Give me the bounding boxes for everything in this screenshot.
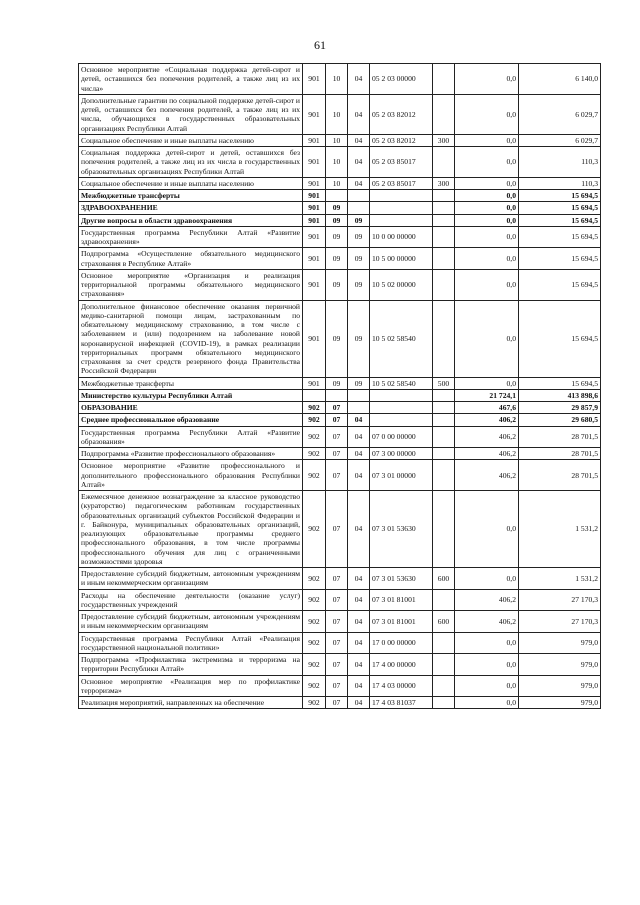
ministry-code: 902 [303,414,326,426]
target-article-code: 07 3 01 81001 [370,589,433,611]
target-article-code [370,202,433,214]
section-code: 07 [326,568,348,590]
table-body [79,64,601,709]
amount-total: 28 701,5 [519,448,601,460]
expense-type-code [433,402,455,414]
section-code [326,190,348,202]
table-row [79,134,601,146]
amount-change: 0,0 [455,202,519,214]
ministry-code: 901 [303,248,326,270]
expense-type-code: 500 [433,377,455,389]
ministry-code: 901 [303,377,326,389]
ministry-code: 902 [303,402,326,414]
table-row [79,94,601,134]
subsection-code [348,190,370,202]
subsection-code: 09 [348,248,370,270]
amount-total: 15 694,5 [519,248,601,270]
ministry-code: 902 [303,632,326,654]
subsection-code [348,402,370,414]
amount-total: 6 029,7 [519,94,601,134]
subsection-code: 04 [348,147,370,178]
target-article-code: 07 3 01 00000 [370,460,433,491]
target-article-code: 17 4 03 00000 [370,675,433,697]
target-article-code: 10 0 00 00000 [370,226,433,248]
subsection-code: 09 [348,269,370,300]
amount-total: 110,3 [519,177,601,189]
amount-change: 0,0 [455,214,519,226]
amount-change: 406,2 [455,611,519,633]
item-name: Государственная программа Республики Алтай «Развитие образования» [79,426,303,448]
table-row [79,377,601,389]
expense-type-code [433,214,455,226]
item-name: Подпрограмма «Осуществление обязательного медицинского страхования в Республике Алтай» [79,248,303,270]
amount-change: 406,2 [455,414,519,426]
item-name: Другие вопросы в области здравоохранения [79,214,303,226]
ministry-code: 901 [303,300,326,377]
table-row [79,414,601,426]
expense-type-code [433,226,455,248]
item-name: ЗДРАВООХРАНЕНИЕ [79,202,303,214]
ministry-code [303,389,326,401]
item-name: Расходы на обеспечение деятельности (оказание услуг) государственных учреждений [79,589,303,611]
section-code: 07 [326,460,348,491]
amount-total: 413 898,6 [519,389,601,401]
subsection-code: 09 [348,377,370,389]
target-article-code [370,389,433,401]
section-code: 07 [326,697,348,709]
subsection-code: 04 [348,177,370,189]
amount-change: 0,0 [455,147,519,178]
amount-change: 21 724,1 [455,389,519,401]
amount-change: 0,0 [455,94,519,134]
subsection-code: 04 [348,414,370,426]
ministry-code: 902 [303,589,326,611]
ministry-code: 901 [303,190,326,202]
subsection-code: 09 [348,214,370,226]
table-row [79,147,601,178]
item-name: Основное мероприятие «Организация и реализация территориальной программы обязательного медицинского страхования» [79,269,303,300]
amount-change: 0,0 [455,248,519,270]
section-code: 09 [326,377,348,389]
ministry-code: 901 [303,226,326,248]
table-row [79,426,601,448]
item-name: Министерство культуры Республики Алтай [79,389,303,401]
item-name: Предоставление субсидий бюджетным, автономным учреждениям и иным некоммерческим организациям [79,611,303,633]
table-row [79,300,601,377]
amount-change: 0,0 [455,632,519,654]
section-code: 09 [326,300,348,377]
table-row [79,248,601,270]
section-code: 10 [326,134,348,146]
expense-type-code [433,389,455,401]
section-code: 07 [326,402,348,414]
expense-type-code [433,460,455,491]
item-name: Дополнительные гарантии по социальной поддержке детей-сирот и детей, оставшихся без попечения родителей, а также лиц из их числа, обучающихся в государственных образовательных организациях Республики Алтай [79,94,303,134]
subsection-code: 04 [348,632,370,654]
section-code: 07 [326,426,348,448]
target-article-code [370,402,433,414]
target-article-code: 05 2 03 82012 [370,134,433,146]
amount-total: 27 170,3 [519,589,601,611]
expense-type-code [433,654,455,676]
amount-total: 29 680,5 [519,414,601,426]
target-article-code: 17 4 03 81037 [370,697,433,709]
table-row [79,190,601,202]
subsection-code: 04 [348,460,370,491]
item-name: Среднее профессиональное образование [79,414,303,426]
table-row [79,654,601,676]
expense-type-code [433,269,455,300]
item-name: Дополнительное финансовое обеспечение оказания первичной медико-санитарной помощи лицам, застрахованным по обязательному медицинскому страхованию, в том числе с заболеванием и (или) подозрением на заболевание новой коронавирусной инфекцией (COVID-19), в рамках реализации территориальных программ обязательного медицинского страхования за счет средств резервного фонда Правительства Российской Федерации [79,300,303,377]
table-row [79,402,601,414]
expense-type-code [433,414,455,426]
amount-total: 29 857,9 [519,402,601,414]
ministry-code: 902 [303,460,326,491]
table-row [79,448,601,460]
section-code: 09 [326,248,348,270]
target-article-code: 07 0 00 00000 [370,426,433,448]
amount-total: 15 694,5 [519,190,601,202]
item-name: Социальное обеспечение и иные выплаты населению [79,134,303,146]
subsection-code: 04 [348,134,370,146]
amount-change: 467,6 [455,402,519,414]
subsection-code: 04 [348,675,370,697]
amount-change: 0,0 [455,675,519,697]
section-code: 10 [326,64,348,95]
section-code [326,389,348,401]
ministry-code: 901 [303,64,326,95]
ministry-code: 902 [303,426,326,448]
expense-type-code: 300 [433,134,455,146]
ministry-code: 902 [303,611,326,633]
target-article-code: 07 3 01 81001 [370,611,433,633]
item-name: Межбюджетные трансферты [79,190,303,202]
target-article-code: 07 3 01 53630 [370,491,433,568]
table-row [79,632,601,654]
item-name: Социальное обеспечение и иные выплаты населению [79,177,303,189]
target-article-code [370,190,433,202]
section-code: 07 [326,589,348,611]
table-row [79,64,601,95]
item-name: Предоставление субсидий бюджетным, автономным учреждениям и иным некоммерческим организациям [79,568,303,590]
expense-type-code [433,675,455,697]
item-name: ОБРАЗОВАНИЕ [79,402,303,414]
amount-change: 0,0 [455,64,519,95]
subsection-code: 04 [348,64,370,95]
target-article-code: 10 5 00 00000 [370,248,433,270]
item-name: Подпрограмма «Профилактика экстремизма и терроризма на территории Республики Алтай» [79,654,303,676]
target-article-code: 05 2 03 82012 [370,94,433,134]
table-row [79,177,601,189]
budget-table [78,63,601,709]
table-row [79,214,601,226]
expense-type-code [433,190,455,202]
amount-change: 0,0 [455,190,519,202]
ministry-code: 901 [303,202,326,214]
subsection-code: 09 [348,226,370,248]
expense-type-code: 300 [433,177,455,189]
subsection-code: 04 [348,611,370,633]
ministry-code: 902 [303,568,326,590]
section-code: 07 [326,491,348,568]
amount-total: 28 701,5 [519,426,601,448]
expense-type-code: 600 [433,568,455,590]
expense-type-code [433,491,455,568]
section-code: 07 [326,414,348,426]
ministry-code: 902 [303,654,326,676]
expense-type-code [433,94,455,134]
section-code: 07 [326,675,348,697]
table-row [79,491,601,568]
target-article-code: 07 3 01 53630 [370,568,433,590]
item-name: Ежемесячное денежное вознаграждение за классное руководство (кураторство) педагогическим работникам государственных образовательных организаций субъектов Российской Федерации и г. Байконура, муниципальных образовательных организаций, реализующих образовательные программы среднего профессионального образования, в том числе программы профессионального обучения для лиц с ограниченными возможностями здоровья [79,491,303,568]
amount-total: 979,0 [519,697,601,709]
target-article-code: 07 3 00 00000 [370,448,433,460]
ministry-code: 902 [303,675,326,697]
page-number: 61 [314,38,326,52]
subsection-code: 09 [348,300,370,377]
item-name: Государственная программа Республики Алтай «Развитие здравоохранения» [79,226,303,248]
amount-total: 27 170,3 [519,611,601,633]
item-name: Государственная программа Республики Алтай «Реализация государственной национальной политики» [79,632,303,654]
amount-total: 1 531,2 [519,491,601,568]
expense-type-code [433,426,455,448]
target-article-code: 05 2 03 00000 [370,64,433,95]
amount-total: 979,0 [519,654,601,676]
ministry-code: 901 [303,147,326,178]
amount-total: 15 694,5 [519,269,601,300]
amount-total: 110,3 [519,147,601,178]
ministry-code: 901 [303,94,326,134]
amount-change: 406,2 [455,448,519,460]
section-code: 07 [326,654,348,676]
expense-type-code [433,697,455,709]
section-code: 09 [326,226,348,248]
item-name: Социальная поддержка детей-сирот и детей, оставшихся без попечения родителей, а также лиц из их числа в государственных образовательных организациях Республики Алтай [79,147,303,178]
amount-change: 0,0 [455,568,519,590]
ministry-code: 902 [303,448,326,460]
target-article-code: 17 0 00 00000 [370,632,433,654]
subsection-code [348,202,370,214]
amount-change: 0,0 [455,226,519,248]
expense-type-code [433,202,455,214]
section-code: 09 [326,269,348,300]
amount-total: 6 029,7 [519,134,601,146]
target-article-code [370,214,433,226]
section-code: 07 [326,448,348,460]
subsection-code: 04 [348,568,370,590]
item-name: Основное мероприятие «Развитие профессионального и дополнительного профессионального образования Республики Алтай» [79,460,303,491]
target-article-code: 05 2 03 85017 [370,147,433,178]
expense-type-code [433,64,455,95]
expense-type-code [433,147,455,178]
table-row [79,568,601,590]
amount-total: 979,0 [519,632,601,654]
target-article-code: 10 5 02 58540 [370,377,433,389]
amount-change: 0,0 [455,300,519,377]
section-code: 07 [326,611,348,633]
amount-change: 406,2 [455,589,519,611]
subsection-code: 04 [348,94,370,134]
amount-total: 15 694,5 [519,214,601,226]
amount-change: 0,0 [455,177,519,189]
amount-change: 406,2 [455,460,519,491]
expense-type-code: 600 [433,611,455,633]
amount-change: 0,0 [455,269,519,300]
amount-total: 28 701,5 [519,460,601,491]
target-article-code: 17 4 00 00000 [370,654,433,676]
subsection-code: 04 [348,589,370,611]
ministry-code: 901 [303,134,326,146]
ministry-code: 902 [303,491,326,568]
table-row [79,269,601,300]
subsection-code: 04 [348,491,370,568]
subsection-code: 04 [348,448,370,460]
table-row [79,697,601,709]
section-code: 09 [326,214,348,226]
target-article-code [370,414,433,426]
target-article-code: 05 2 03 85017 [370,177,433,189]
section-code: 10 [326,94,348,134]
section-code: 10 [326,147,348,178]
ministry-code: 901 [303,269,326,300]
table-row [79,675,601,697]
amount-total: 6 140,0 [519,64,601,95]
expense-type-code [433,248,455,270]
target-article-code: 10 5 02 58540 [370,300,433,377]
subsection-code [348,389,370,401]
expense-type-code [433,448,455,460]
amount-total: 1 531,2 [519,568,601,590]
item-name: Основное мероприятие «Социальная поддержка детей-сирот и детей, оставшихся без попечения родителей, а также лиц из их числа» [79,64,303,95]
expense-type-code [433,589,455,611]
item-name: Основное мероприятие «Реализация мер по профилактике терроризма» [79,675,303,697]
table-row [79,226,601,248]
ministry-code: 902 [303,697,326,709]
subsection-code: 04 [348,697,370,709]
expense-type-code [433,300,455,377]
amount-total: 15 694,5 [519,202,601,214]
amount-total: 979,0 [519,675,601,697]
table-row [79,389,601,401]
section-code: 07 [326,632,348,654]
ministry-code: 901 [303,214,326,226]
ministry-code: 901 [303,177,326,189]
table-row [79,611,601,633]
item-name: Подпрограмма «Развитие профессионального образования» [79,448,303,460]
amount-change: 0,0 [455,697,519,709]
table-row [79,589,601,611]
subsection-code: 04 [348,654,370,676]
amount-change: 0,0 [455,491,519,568]
amount-total: 15 694,5 [519,377,601,389]
target-article-code: 10 5 02 00000 [370,269,433,300]
amount-total: 15 694,5 [519,300,601,377]
table-row [79,460,601,491]
amount-change: 0,0 [455,134,519,146]
subsection-code: 04 [348,426,370,448]
amount-change: 0,0 [455,654,519,676]
item-name: Реализация мероприятий, направленных на обеспечение [79,697,303,709]
amount-total: 15 694,5 [519,226,601,248]
amount-change: 406,2 [455,426,519,448]
expense-type-code [433,632,455,654]
section-code: 09 [326,202,348,214]
amount-change: 0,0 [455,377,519,389]
item-name: Межбюджетные трансферты [79,377,303,389]
table-row [79,202,601,214]
section-code: 10 [326,177,348,189]
